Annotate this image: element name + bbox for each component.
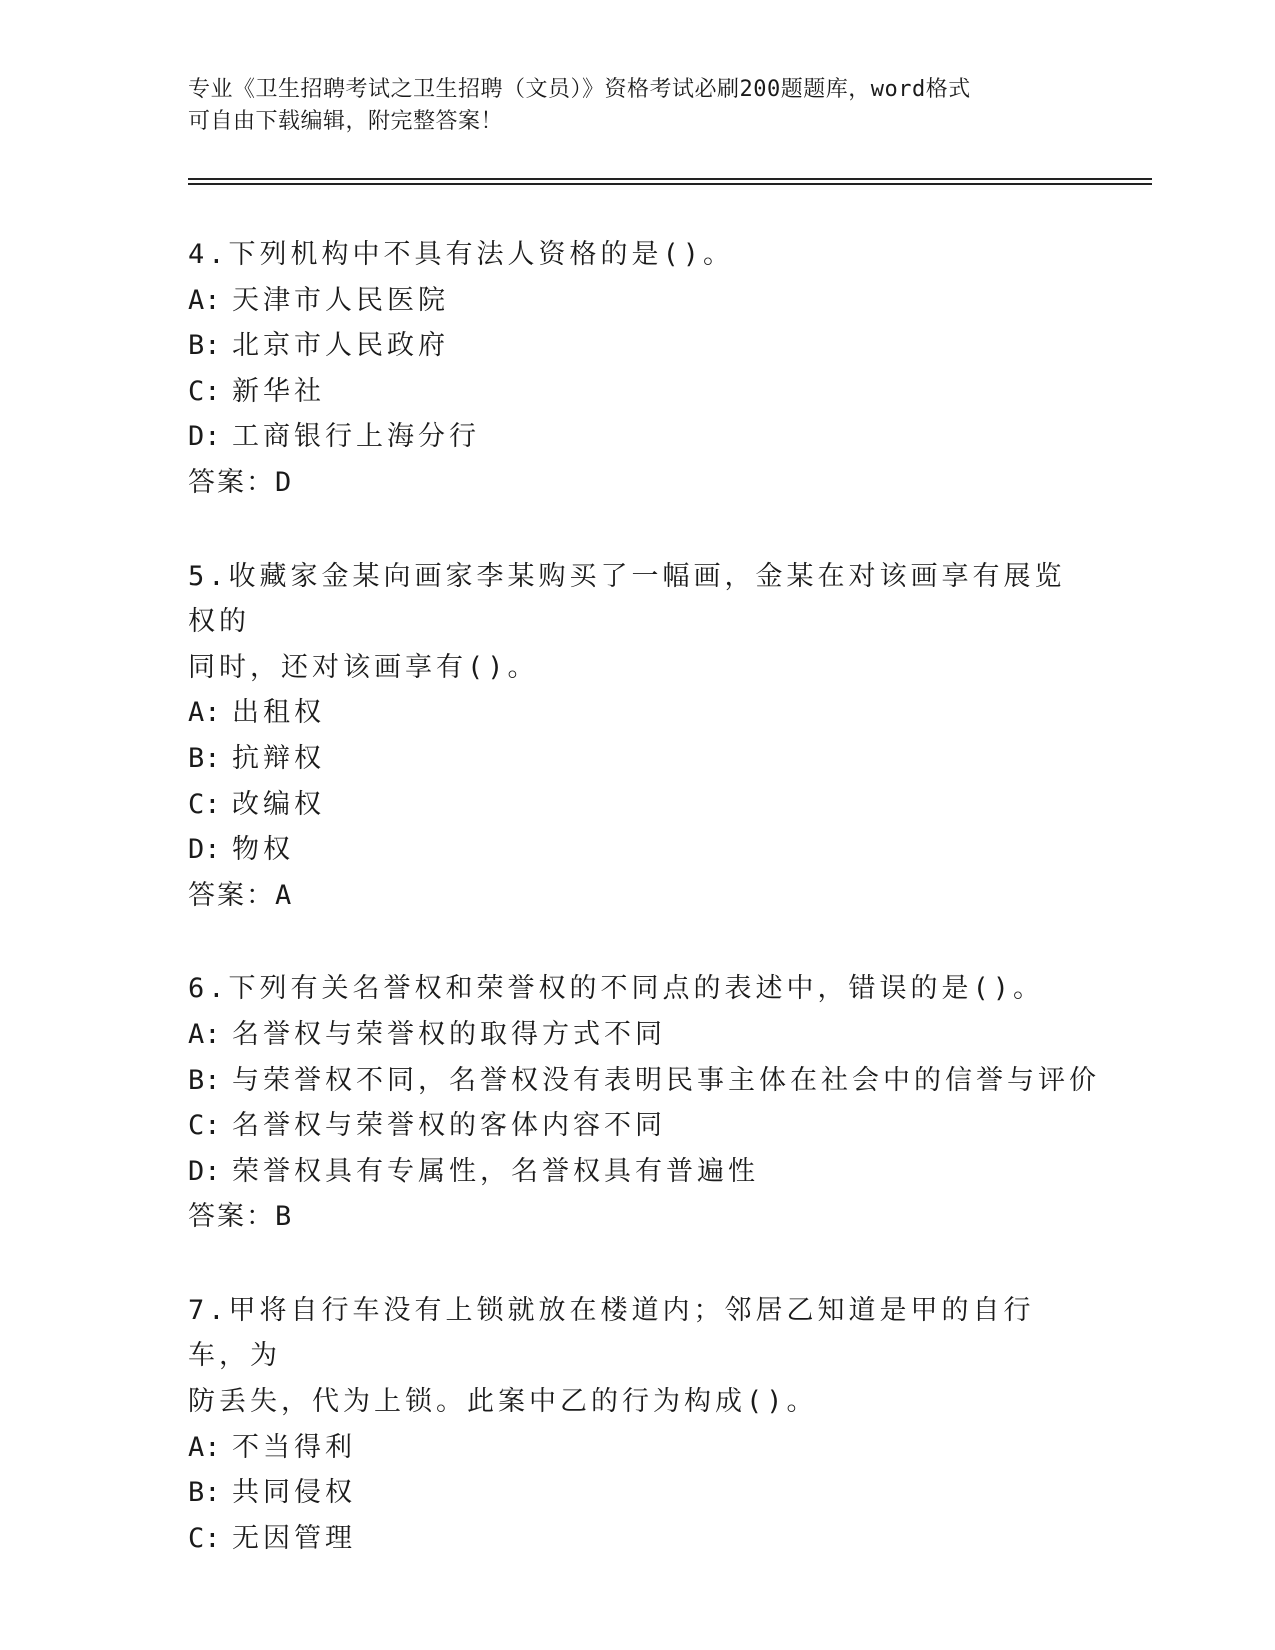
header-divider-top	[188, 178, 1152, 180]
option-text: 新华社	[232, 375, 325, 407]
option-text: 无因管理	[232, 1522, 356, 1554]
option-text: 抗辩权	[232, 742, 325, 774]
option-c	[188, 369, 1088, 415]
option-letter: D:	[188, 1155, 221, 1187]
option-c	[188, 782, 1088, 828]
question-stem: 6.下列有关名誉权和荣誉权的不同点的表述中，错误的是()。	[188, 973, 1045, 1005]
answer-line: 答案：D	[188, 466, 294, 498]
answer-line: 答案：A	[188, 879, 294, 911]
option-text: 改编权	[232, 788, 325, 820]
option-a	[188, 1425, 1088, 1471]
option-letter: B:	[188, 742, 221, 774]
question-5	[188, 554, 1088, 919]
option-text: 工商银行上海分行	[232, 421, 480, 453]
option-text: 与荣誉权不同，名誉权没有表明民事主体在社会中的信誉与评价	[232, 1064, 1100, 1096]
option-letter: D:	[188, 421, 221, 453]
header-title-line-1: 专业《卫生招聘考试之卫生招聘（文员）》资格考试必刷200题题库，word格式	[188, 77, 971, 102]
option-letter: C:	[188, 375, 221, 407]
option-letter: A:	[188, 1018, 221, 1050]
option-letter: A:	[188, 697, 221, 729]
option-text: 出租权	[232, 697, 325, 729]
document-header	[188, 74, 1088, 138]
question-stem: 7.甲将自行车没有上锁就放在楼道内；邻居乙知道是甲的自行车，为	[188, 1294, 1035, 1372]
question-stem: 4.下列机构中不具有法人资格的是()。	[188, 239, 735, 270]
option-letter: A:	[188, 284, 221, 316]
option-text: 名誉权与荣誉权的客体内容不同	[232, 1110, 666, 1142]
option-d	[188, 1149, 1088, 1195]
option-letter: D:	[188, 834, 221, 866]
option-d	[188, 414, 1088, 460]
option-letter: B:	[188, 330, 221, 362]
question-7	[188, 1288, 1088, 1562]
option-b	[188, 736, 1088, 782]
answer-line: 答案：B	[188, 1201, 294, 1233]
question-stem: 5.收藏家金某向画家李某购买了一幅画，金某在对该画享有展览权的	[188, 560, 1066, 638]
option-letter: B:	[188, 1064, 221, 1096]
option-b	[188, 323, 1088, 369]
option-a	[188, 690, 1088, 736]
header-divider-bottom	[188, 183, 1152, 185]
header-title-line-2: 可自由下载编辑，附完整答案！	[188, 109, 504, 134]
option-b	[188, 1470, 1088, 1516]
option-letter: C:	[188, 1522, 221, 1554]
option-c	[188, 1516, 1088, 1562]
option-a	[188, 1012, 1088, 1058]
question-stem-continued: 防丢失，代为上锁。此案中乙的行为构成()。	[188, 1386, 818, 1418]
option-letter: A:	[188, 1431, 221, 1463]
option-text: 不当得利	[232, 1431, 356, 1463]
option-b	[188, 1058, 1100, 1104]
option-letter: C:	[188, 1110, 221, 1142]
option-text: 天津市人民医院	[232, 284, 449, 316]
question-list	[188, 232, 1100, 1609]
option-letter: B:	[188, 1477, 221, 1509]
option-text: 荣誉权具有专属性，名誉权具有普遍性	[232, 1155, 759, 1187]
option-text: 北京市人民政府	[232, 330, 449, 362]
option-text: 物权	[232, 834, 294, 866]
question-6	[188, 966, 1100, 1240]
option-text: 名誉权与荣誉权的取得方式不同	[232, 1018, 666, 1050]
option-c	[188, 1103, 1088, 1149]
question-4	[188, 232, 1088, 506]
option-d	[188, 827, 1088, 873]
option-a	[188, 278, 1088, 324]
option-text: 共同侵权	[232, 1477, 356, 1509]
option-letter: C:	[188, 788, 221, 820]
question-stem-continued: 同时，还对该画享有()。	[188, 651, 539, 683]
